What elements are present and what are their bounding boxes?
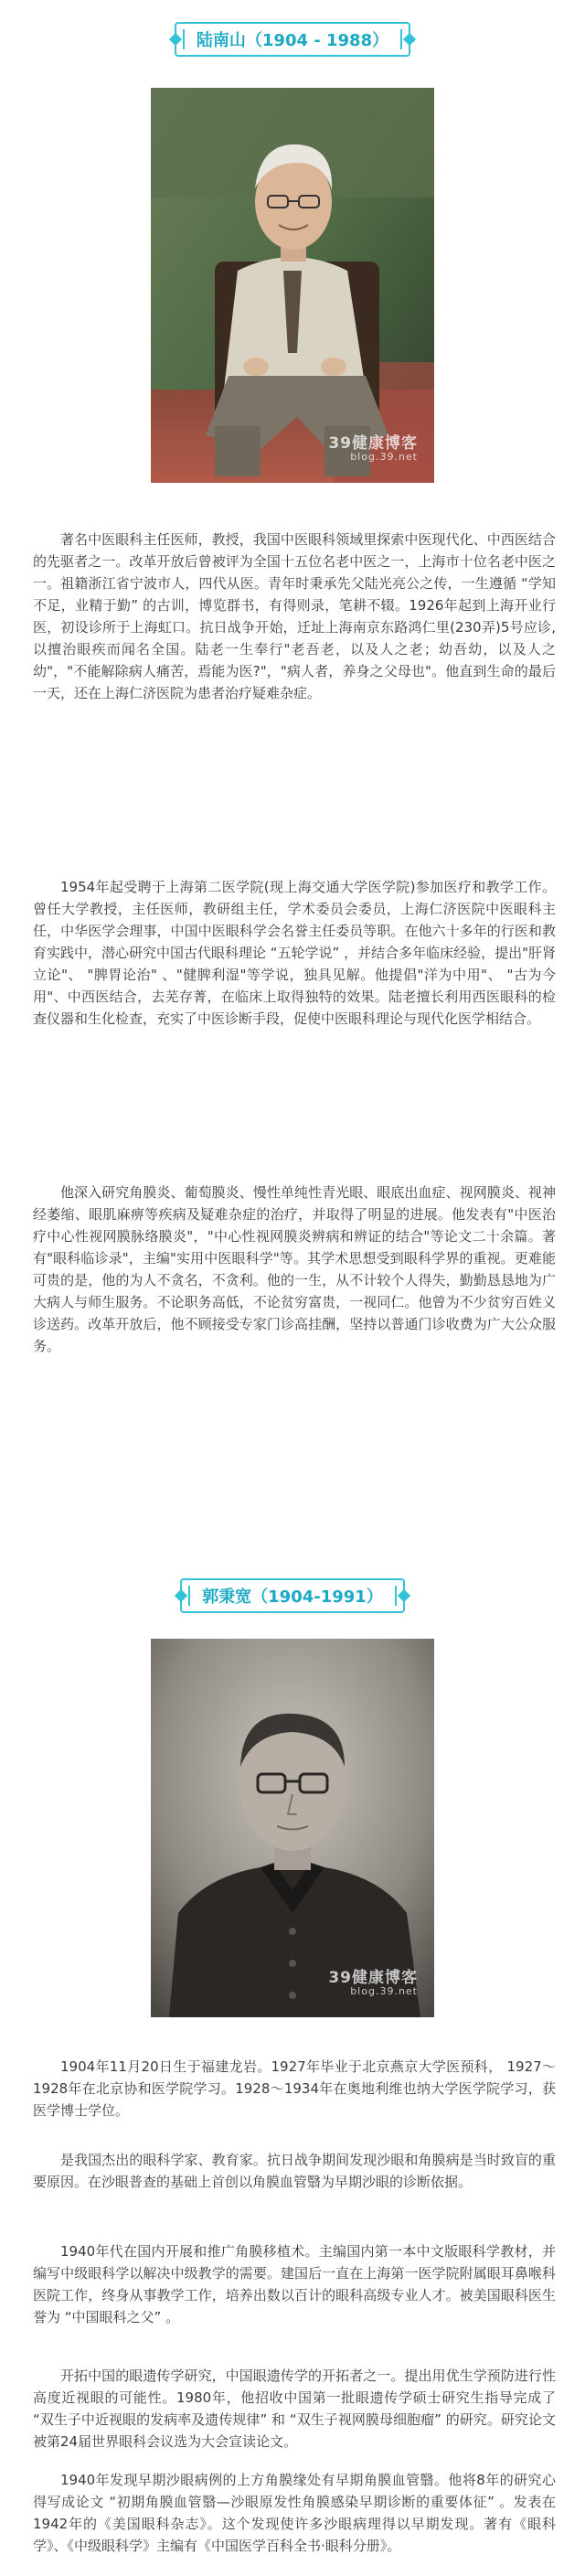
portrait-photo-image	[151, 88, 434, 483]
section-title-row	[0, 16, 585, 62]
section-title: 陆南山（1904 - 1988）	[196, 31, 389, 50]
portrait-photo	[151, 1639, 434, 2017]
photo-watermark: 39健康博客 blog.39.net	[328, 433, 418, 464]
photo-watermark: 39健康博客 blog.39.net	[328, 1968, 418, 1998]
paragraph: 1954年起受聘于上海第二医学院(现上海交通大学医学院)参加医疗和教学工作。曾任大学教授，主任医师，教研组主任，学术委员会委员，上海仁济医院中医眼科主任，中华医学会理事，中国中医眼科学会名誉主任委员等职。在他六十多年的行医和教育实践中，潜心研究中国古代眼科理论 “五轮学说” ，并结合多年临床经验，提出"肝肾立论"、 "脾胃论治" 、"健脾利湿"等学说，独具见解。他提倡"洋为中用"、 "古为今用"、中西医结合，去芜存菁，在临床上取得独特的效果。陆老擅长利用西医眼科的检查仪器和生化检查，充实了中医诊断手段，促使中医眼科理论与现代化医学相结合。	[33, 879, 556, 1027]
portrait-photo-image	[151, 1639, 434, 2017]
section-title-row	[0, 1573, 585, 1619]
paragraph: 1904年11月20日生于福建龙岩。1927年毕业于北京燕京大学医预科， 1927～1928年在北京协和医学院学习。1928～1934年在奥地利维也纳大学医学院学习，获医学博士学位。	[33, 2058, 556, 2119]
section-title-badge	[180, 1578, 405, 1613]
section-title-badge	[175, 22, 410, 57]
paragraph: 是我国杰出的眼科学家、教育家。抗日战争期间发现沙眼和角膜病是当时致盲的重要原因。在沙眼普查的基础上首创以角膜血管翳为早期沙眼的诊断依据。	[33, 2152, 556, 2190]
paragraph: 开拓中国的眼遗传学研究，中国眼遗传学的开拓者之一。提出用优生学预防进行性高度近视眼的可能性。1980年，他招收中国第一批眼遗传学硕士研究生指导完成了 “双生子中近视眼的发病率及遗传规律” 和 “双生子视网膜母细胞瘤” 的研究。研究论文被第24届世界眼科会议选为大会宣读论文。	[33, 2368, 556, 2450]
paragraph: 著名中医眼科主任医师，教授，我国中医眼科领域里探索中医现代化、中西医结合的先驱者之一。改革开放后曾被评为全国十五位名老中医之一，上海市十位名老中医之一。祖籍浙江省宁波市人，四代从医。青年时秉承先父陆光亮公之传，一生遵循 “学知不足，业精于勤” 的古训，博览群书，有得则录，笔耕不辍。1926年起到上海开业行医，初设诊所于上海虹口。抗日战争开始，迁址上海南京东路鸿仁里(230弄)5号应诊,以擅治眼疾而闻名全国。陆老一生奉行"老吾老，以及人之老；幼吾幼，以及人之幼"，"不能解除病人痛苦，焉能为医?"，"病人者，养身之父母也"。他直到生命的最后一天，还在上海仁济医院为患者治疗疑难杂症。	[33, 531, 556, 701]
paragraph: 1940年发现早期沙眼病例的上方角膜缘处有早期角膜血管翳。他将8年的研究心得写成论文 “初期角膜血管翳—沙眼原发性角膜感染早期诊断的重要体征” 。发表在1942年的《美国眼科杂志》。这个发现使许多沙眼病理得以早期发现。著有《眼科学》、《中级眼科学》主编有《中国医学百科全书·眼科分册》。	[33, 2472, 556, 2554]
paragraph: 1940年代在国内开展和推广角膜移植术。主编国内第一本中文版眼科学教材，并编写中级眼科学以解决中级教学的需要。建国后一直在上海第一医学院附属眼耳鼻喉科医院工作，终身从事教学工作，培养出数以百计的眼科高级专业人才。被美国眼科医生誉为 “中国眼科之父” 。	[33, 2243, 556, 2325]
paragraph: 他深入研究角膜炎、葡萄膜炎、慢性单纯性青光眼、眼底出血症、视网膜炎、视神经萎缩、眼肌麻痹等疾病及疑难杂症的治疗，并取得了明显的进展。他发表有"中医治疗中心性视网膜脉络膜炎"，"中心性视网膜炎辨病和辨证的结合"等论文二十余篇。著有"眼科临诊录"，主编"实用中医眼科学"等。其学术思想受到眼科学界的重视。更难能可贵的是，他的为人不贪名，不贪利。他的一生，从不计较个人得失，勤勤恳恳地为广大病人与师生服务。不论职务高低，不论贫穷富贵，一视同仁。他曾为不少贫穷百姓义诊送药。改革开放后，他不顾接受专家门诊高挂酬，坚持以普通门诊收费为广大公众服务。	[33, 1184, 556, 1354]
portrait-photo	[151, 88, 434, 483]
section-title: 郭秉宽（1904-1991）	[202, 1587, 383, 1607]
